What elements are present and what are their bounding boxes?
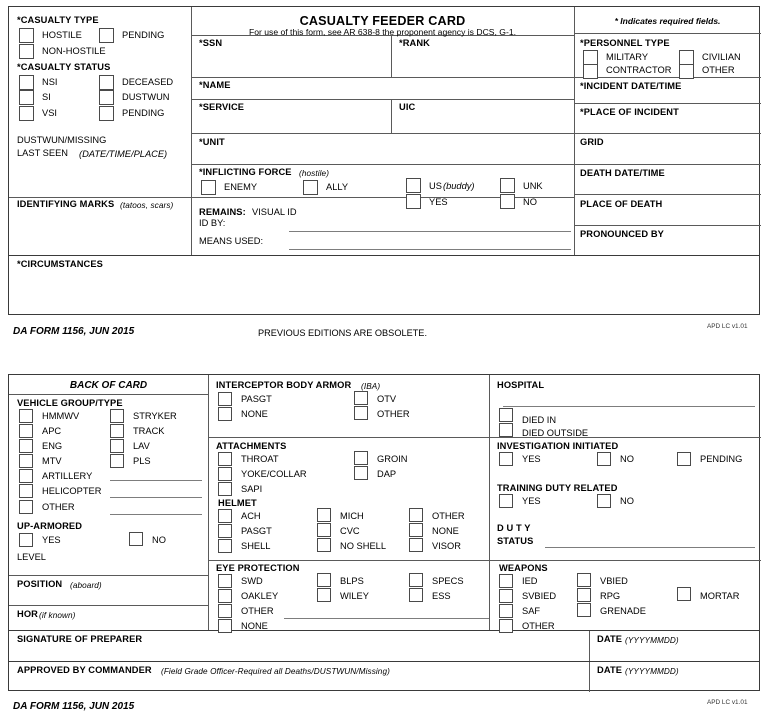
checkbox-mtv[interactable]	[19, 454, 33, 468]
front-right-incident-rule	[574, 103, 761, 104]
checkbox-training-no[interactable]	[597, 494, 611, 508]
checkbox-ally[interactable]	[303, 180, 318, 195]
label-pls: PLS	[133, 456, 151, 466]
label-nsi: NSI	[42, 77, 58, 87]
checkbox-eye-none[interactable]	[218, 619, 232, 633]
checkbox-ied[interactable]	[499, 574, 513, 588]
checkbox-apc[interactable]	[19, 424, 33, 438]
back-eye-rule	[208, 560, 489, 561]
checkbox-stryker[interactable]	[110, 409, 124, 423]
label-deceased: DECEASED	[122, 77, 174, 87]
label-mtv: MTV	[42, 456, 62, 466]
label-training-no: NO	[620, 496, 634, 506]
checkbox-throat[interactable]	[218, 452, 232, 466]
checkbox-up-armored-yes[interactable]	[19, 533, 33, 547]
checkbox-iba-otv[interactable]	[354, 391, 368, 405]
back-position-rule	[9, 575, 208, 576]
eye-protection-write-in-line[interactable]	[284, 618, 489, 619]
checkbox-type-pending[interactable]	[99, 28, 114, 43]
grid-label: GRID	[580, 137, 604, 147]
checkbox-deceased[interactable]	[99, 75, 114, 90]
label-helicopter: HELICOPTER	[42, 486, 102, 496]
label-track: TRACK	[133, 426, 165, 436]
remains-id-by-line[interactable]	[289, 231, 571, 232]
hor-hint: (if known)	[39, 611, 76, 620]
checkbox-helicopter[interactable]	[19, 484, 33, 498]
place-of-death-label: PLACE OF DEATH	[580, 199, 663, 209]
checkbox-contractor[interactable]	[583, 64, 598, 79]
label-type-pending: PENDING	[122, 30, 165, 40]
back-title-rule	[9, 394, 208, 395]
checkbox-helmet-other[interactable]	[409, 508, 423, 522]
checkbox-enemy[interactable]	[201, 180, 216, 195]
signature-commander-hint: (Field Grade Officer-Required all Deaths/DUSTWUN/Missing)	[161, 667, 390, 676]
label-status-pending: PENDING	[122, 108, 165, 118]
label-vsi: VSI	[42, 108, 57, 118]
attachments-heading: ATTACHMENTS	[216, 441, 287, 451]
checkbox-vehicle-other[interactable]	[19, 500, 33, 514]
checkbox-eye-ess[interactable]	[409, 588, 423, 602]
label-helmet-cvc: CVC	[340, 526, 360, 536]
remains-means-used: MEANS USED:	[199, 236, 264, 246]
checkbox-rpg[interactable]	[577, 588, 591, 602]
label-throat: THROAT	[241, 454, 279, 464]
checkbox-investigation-pending[interactable]	[677, 452, 691, 466]
label-weapons-other: OTHER	[522, 621, 555, 631]
label-contractor: CONTRACTOR	[606, 65, 672, 75]
back-of-card-title: BACK OF CARD	[69, 380, 148, 391]
checkbox-remains-yes[interactable]	[406, 194, 421, 209]
checkbox-helmet-ach[interactable]	[218, 509, 232, 523]
back-weapons-rule	[489, 560, 761, 561]
label-si: SI	[42, 92, 51, 102]
checkbox-sapi[interactable]	[218, 482, 232, 496]
form-title: CASUALTY FEEDER CARD	[299, 14, 466, 28]
label-dustwun: DUSTWUN	[122, 92, 170, 102]
label-personnel-other: OTHER	[702, 65, 735, 75]
vehicle-write-in-line-2[interactable]	[110, 497, 202, 498]
checkbox-training-yes[interactable]	[499, 494, 513, 508]
label-ied: IED	[522, 576, 538, 586]
front-right-note-rule	[574, 33, 761, 34]
label-investigation-yes: YES	[522, 454, 541, 464]
field-uic-label: UIC	[399, 102, 416, 112]
checkbox-lav[interactable]	[110, 439, 124, 453]
label-training-yes: YES	[522, 496, 541, 506]
front-right-grid-rule	[574, 164, 761, 165]
signature-commander-date-hint: (YYYYMMDD)	[625, 667, 679, 676]
dustwun-missing-hint: (DATE/TIME/PLACE)	[79, 149, 168, 159]
label-iba-pasgt: PASGT	[241, 394, 272, 404]
label-us-buddy-hint: (buddy)	[443, 181, 475, 191]
inflicting-force-heading: *INFLICTING FORCE	[199, 167, 292, 177]
label-eye-oakley: OAKLEY	[241, 591, 279, 601]
checkbox-iba-none[interactable]	[218, 407, 232, 421]
front-previous-editions: PREVIOUS EDITIONS ARE OBSOLETE.	[258, 328, 427, 338]
signature-preparer-date-hint: (YYYYMMDD)	[625, 636, 679, 645]
inflicting-force-hint: (hostile)	[299, 169, 330, 178]
checkbox-si[interactable]	[19, 90, 34, 105]
label-up-armored-no: NO	[152, 535, 166, 545]
back-form-id: DA FORM 1156, JUN 2015	[13, 701, 135, 712]
label-helmet-ach: ACH	[241, 511, 261, 521]
checkbox-nsi[interactable]	[19, 75, 34, 90]
label-non-hostile: NON-HOSTILE	[42, 46, 106, 56]
front-service-uic-divider	[391, 99, 392, 133]
required-fields-note: * Indicates required fields.	[614, 16, 721, 26]
position-label: POSITION	[17, 579, 63, 589]
identifying-marks-hint: (tatoos, scars)	[120, 201, 174, 210]
label-svbied: SVBIED	[522, 591, 557, 601]
checkbox-eye-blps[interactable]	[317, 573, 331, 587]
casualty-type-heading: *CASUALTY TYPE	[17, 15, 99, 25]
checkbox-iba-other[interactable]	[354, 406, 368, 420]
front-col2-divider	[574, 7, 575, 255]
label-helmet-other: OTHER	[432, 511, 465, 521]
label-investigation-no: NO	[620, 454, 634, 464]
iba-hint: (IBA)	[361, 382, 381, 391]
label-died-outside: DIED OUTSIDE	[522, 428, 589, 438]
front-apd-version: APD LC v1.01	[707, 323, 748, 330]
front-circumstances-rule	[9, 255, 759, 256]
label-helmet-pasgt: PASGT	[241, 526, 272, 536]
label-vehicle-other: OTHER	[42, 502, 75, 512]
checkbox-artillery[interactable]	[19, 469, 33, 483]
front-left-marks-rule	[9, 197, 191, 198]
label-helmet-none: NONE	[432, 526, 459, 536]
front-right-death-rule	[574, 194, 761, 195]
label-dap: DAP	[377, 469, 397, 479]
weapons-heading: WEAPONS	[499, 563, 548, 573]
label-military: MILITARY	[606, 52, 649, 62]
checkbox-remains-no[interactable]	[500, 194, 515, 209]
back-col2-divider	[489, 375, 490, 630]
place-of-incident-label: *PLACE OF INCIDENT	[580, 107, 679, 117]
hor-label: HOR	[17, 609, 38, 619]
checkbox-helmet-pasgt[interactable]	[218, 524, 232, 538]
checkbox-helmet-cvc[interactable]	[317, 523, 331, 537]
front-right-placedeath-rule	[574, 225, 761, 226]
label-helmet-mich: MICH	[340, 511, 364, 521]
label-eye-other: OTHER	[241, 606, 274, 616]
label-up-armored-yes: YES	[42, 535, 61, 545]
iba-heading: INTERCEPTOR BODY ARMOR	[216, 380, 352, 390]
field-ssn-label: *SSN	[199, 38, 223, 48]
label-remains-no: NO	[523, 197, 537, 207]
label-helmet-visor: VISOR	[432, 541, 461, 551]
label-lav: LAV	[133, 441, 150, 451]
checkbox-hmmwv[interactable]	[19, 409, 33, 423]
label-remains-yes: YES	[429, 197, 448, 207]
checkbox-dap[interactable]	[354, 466, 368, 480]
label-eye-swd: SWD	[241, 576, 263, 586]
vehicle-write-in-line-1[interactable]	[110, 480, 202, 481]
signature-preparer-date-label: DATE	[597, 634, 623, 644]
label-us-buddy: US	[429, 181, 442, 191]
checkbox-investigation-no[interactable]	[597, 452, 611, 466]
label-eye-none: NONE	[241, 621, 268, 631]
checkbox-eye-other[interactable]	[218, 604, 232, 618]
signature-commander-date-label: DATE	[597, 665, 623, 675]
field-unit-label: *UNIT	[199, 137, 225, 147]
label-hostile: HOSTILE	[42, 30, 82, 40]
label-sapi: SAPI	[241, 484, 263, 494]
checkbox-personnel-other[interactable]	[679, 64, 694, 79]
checkbox-iba-pasgt[interactable]	[218, 392, 232, 406]
hospital-write-in-line[interactable]	[503, 406, 755, 407]
duty-status-line1: D U T Y	[497, 523, 531, 533]
front-unit-rule	[191, 164, 574, 165]
label-eye-specs: SPECS	[432, 576, 464, 586]
dustwun-missing-line2: LAST SEEN	[17, 148, 68, 158]
checkbox-eng[interactable]	[19, 439, 33, 453]
incident-date-time-label: *INCIDENT DATE/TIME	[580, 81, 682, 91]
label-groin: GROIN	[377, 454, 408, 464]
front-right-personnel-rule	[574, 77, 761, 78]
position-hint: (aboard)	[70, 581, 102, 590]
label-helmet-no-shell: NO SHELL	[340, 541, 386, 551]
remains-label: REMAINS:	[199, 207, 246, 217]
front-service-rule	[191, 133, 574, 134]
duty-status-line2: STATUS	[497, 536, 534, 546]
checkbox-eye-wiley[interactable]	[317, 588, 331, 602]
checkbox-died-outside[interactable]	[499, 423, 513, 437]
remains-id-by: ID BY:	[199, 218, 226, 228]
checkbox-hostile[interactable]	[19, 28, 34, 43]
duty-status-write-in-line[interactable]	[545, 547, 755, 548]
signature-preparer-label: SIGNATURE OF PREPARER	[17, 634, 143, 644]
checkbox-eye-specs[interactable]	[409, 573, 423, 587]
label-level: LEVEL	[17, 552, 46, 562]
checkbox-us-buddy[interactable]	[406, 178, 421, 193]
checkbox-military[interactable]	[583, 50, 598, 65]
label-artillery: ARTILLERY	[42, 471, 93, 481]
remains-means-used-line[interactable]	[289, 249, 571, 250]
checkbox-pls[interactable]	[110, 454, 124, 468]
checkbox-died-in[interactable]	[499, 408, 513, 422]
checkbox-saf[interactable]	[499, 604, 513, 618]
label-grenade: GRENADE	[600, 606, 646, 616]
label-rpg: RPG	[600, 591, 621, 601]
front-col1-divider	[191, 7, 192, 255]
label-eye-wiley: WILEY	[340, 591, 369, 601]
label-eng: ENG	[42, 441, 63, 451]
label-saf: SAF	[522, 606, 541, 616]
checkbox-civilian[interactable]	[679, 50, 694, 65]
pronounced-by-label: PRONOUNCED BY	[580, 229, 664, 239]
vehicle-write-in-line-3[interactable]	[110, 514, 202, 515]
label-enemy: ENEMY	[224, 182, 258, 192]
label-unk: UNK	[523, 181, 543, 191]
back-commander-rule	[9, 661, 759, 662]
back-card	[8, 374, 760, 691]
signature-commander-label: APPROVED BY COMMANDER	[17, 665, 152, 675]
field-name-label: *NAME	[199, 80, 231, 90]
label-iba-none: NONE	[241, 409, 268, 419]
field-service-label: *SERVICE	[199, 102, 245, 112]
form-subtitle: For use of this form, see AR 638-8 the proponent agency is DCS, G-1.	[248, 27, 516, 37]
checkbox-mortar[interactable]	[677, 587, 691, 601]
label-vbied: VBIED	[600, 576, 628, 586]
label-iba-other: OTHER	[377, 409, 410, 419]
label-iba-otv: OTV	[377, 394, 397, 404]
checkbox-investigation-yes[interactable]	[499, 452, 513, 466]
checkbox-vbied[interactable]	[577, 573, 591, 587]
checkbox-vsi[interactable]	[19, 106, 34, 121]
checkbox-eye-oakley[interactable]	[218, 589, 232, 603]
checkbox-helmet-visor[interactable]	[409, 538, 423, 552]
checkbox-svbied[interactable]	[499, 589, 513, 603]
checkbox-yoke-collar[interactable]	[218, 467, 232, 481]
identifying-marks-label: IDENTIFYING MARKS	[17, 199, 115, 209]
checkbox-weapons-other[interactable]	[499, 619, 513, 633]
front-name-rule	[191, 99, 574, 100]
label-apc: APC	[42, 426, 62, 436]
investigation-heading: INVESTIGATION INITIATED	[497, 441, 619, 451]
remains-visual-id: VISUAL ID	[252, 207, 297, 217]
front-card	[8, 6, 760, 315]
label-eye-blps: BLPS	[340, 576, 364, 586]
checkbox-dustwun[interactable]	[99, 90, 114, 105]
eye-protection-heading: EYE PROTECTION	[216, 563, 300, 573]
label-stryker: STRYKER	[133, 411, 177, 421]
checkbox-grenade[interactable]	[577, 603, 591, 617]
front-inflicting-rule	[191, 197, 574, 198]
back-signature-rule	[9, 630, 759, 631]
front-form-id: DA FORM 1156, JUN 2015	[13, 326, 135, 337]
casualty-status-heading: *CASUALTY STATUS	[17, 62, 111, 72]
back-col1-divider	[208, 375, 209, 630]
checkbox-helmet-mich[interactable]	[317, 508, 331, 522]
label-died-in: DIED IN	[522, 415, 557, 425]
checkbox-groin[interactable]	[354, 451, 368, 465]
label-civilian: CIVILIAN	[702, 52, 741, 62]
training-duty-heading: TRAINING DUTY RELATED	[497, 483, 618, 493]
field-rank-label: *RANK	[399, 38, 430, 48]
front-ssn-rule	[191, 77, 574, 78]
label-ally: ALLY	[326, 182, 349, 192]
checkbox-eye-swd[interactable]	[218, 574, 232, 588]
label-hmmwv: HMMWV	[42, 411, 80, 421]
checkbox-up-armored-no[interactable]	[129, 532, 143, 546]
back-hor-rule	[9, 605, 208, 606]
up-armored-heading: UP-ARMORED	[17, 521, 83, 531]
label-investigation-pending: PENDING	[700, 454, 743, 464]
back-iba-rule	[208, 437, 489, 438]
front-right-place-rule	[574, 133, 761, 134]
checkbox-helmet-no-shell[interactable]	[317, 538, 331, 552]
personnel-type-heading: *PERSONNEL TYPE	[580, 38, 670, 48]
hospital-heading: HOSPITAL	[497, 380, 545, 390]
helmet-heading: HELMET	[218, 498, 257, 508]
checkbox-helmet-none[interactable]	[409, 523, 423, 537]
death-date-time-label: DEATH DATE/TIME	[580, 168, 665, 178]
label-eye-ess: ESS	[432, 591, 451, 601]
label-mortar: MORTAR	[700, 591, 740, 601]
back-apd-version: APD LC v1.01	[707, 699, 748, 706]
checkbox-helmet-shell[interactable]	[218, 539, 232, 553]
circumstances-label: *CIRCUMSTANCES	[17, 259, 103, 269]
dustwun-missing-line1: DUSTWUN/MISSING	[17, 135, 107, 145]
front-ssn-rank-divider	[391, 35, 392, 77]
checkbox-unk[interactable]	[500, 178, 515, 193]
checkbox-track[interactable]	[110, 424, 124, 438]
label-yoke-collar: YOKE/COLLAR	[241, 469, 307, 479]
label-helmet-shell: SHELL	[241, 541, 271, 551]
checkbox-non-hostile[interactable]	[19, 44, 34, 59]
checkbox-status-pending[interactable]	[99, 106, 114, 121]
vehicle-group-heading: VEHICLE GROUP/TYPE	[17, 398, 123, 408]
